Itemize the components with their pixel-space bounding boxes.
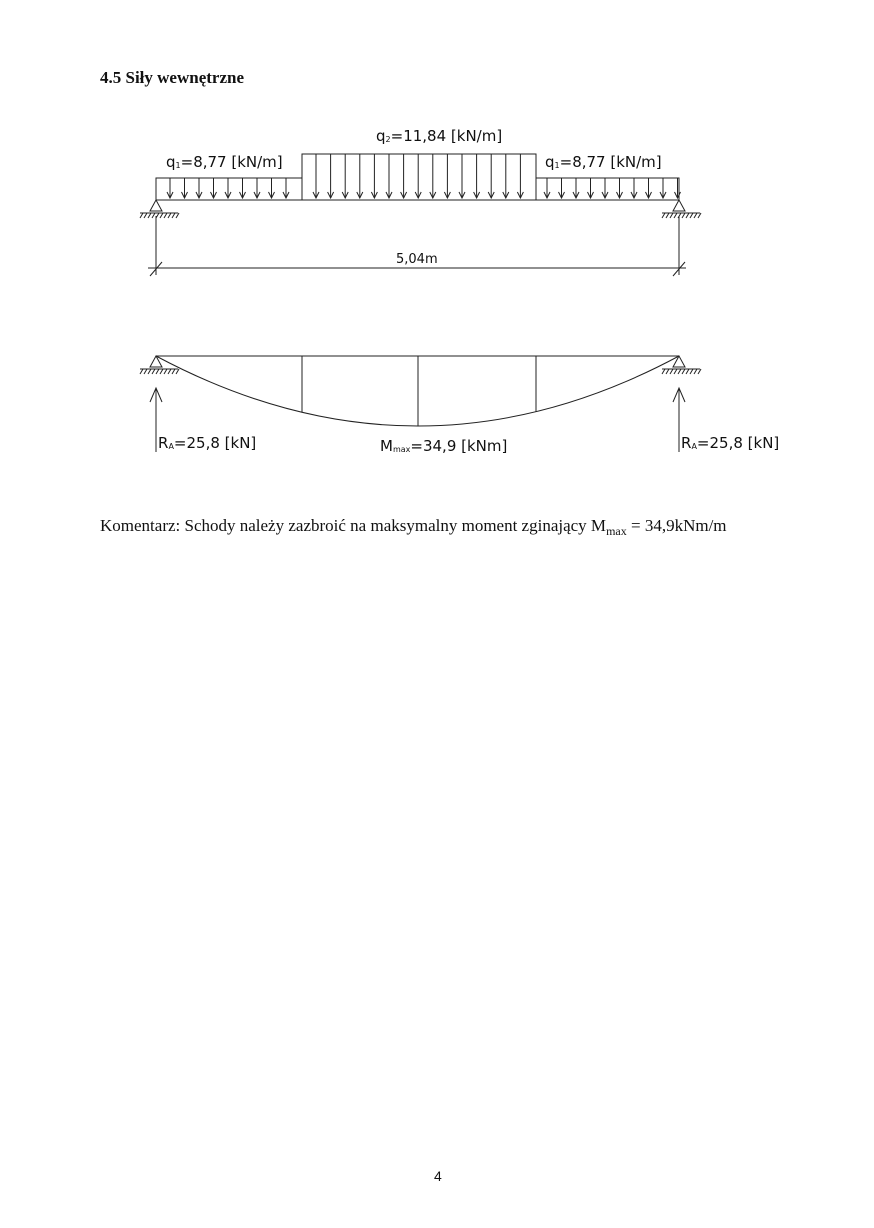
support-hatch (144, 369, 147, 374)
support-hatch (140, 369, 143, 374)
support-hatch (152, 369, 155, 374)
reaction-label-left: RA=25,8 [kN] (158, 434, 257, 452)
support-hatch (666, 369, 669, 374)
span-label: 5,04m (396, 252, 438, 267)
support-hatch (152, 213, 155, 218)
support-hatch (690, 369, 693, 374)
support-hatch (662, 213, 665, 218)
support-hatch (168, 369, 171, 374)
support-hatch (666, 213, 669, 218)
support-hatch (164, 213, 167, 218)
support-hatch (674, 213, 677, 218)
support-hatch (682, 213, 685, 218)
support-hatch (176, 213, 179, 218)
support-hatch (148, 213, 151, 218)
support-hatch (172, 369, 175, 374)
load-label-q1-left: q1=8,77 [kN/m] (166, 153, 283, 171)
support-hatch (670, 369, 673, 374)
load-block-q1-right (536, 178, 679, 200)
support-left-top (140, 200, 179, 218)
page-number: 4 (434, 1168, 442, 1184)
moment-label: Mmax=34,9 [kNm] (380, 437, 508, 455)
support-hatch (698, 213, 701, 218)
support-hatch (176, 369, 179, 374)
dimension-line (148, 216, 686, 276)
moment-diagram (156, 356, 679, 426)
support-hatch (698, 369, 701, 374)
support-hatch (140, 213, 143, 218)
support-hatch (164, 369, 167, 374)
reaction-label-right: RA=25,8 [kN] (681, 434, 780, 452)
beam-diagram (0, 0, 874, 480)
support-right-bottom (662, 356, 701, 374)
support-hatch (686, 369, 689, 374)
support-hatch (160, 369, 163, 374)
support-hatch (694, 369, 697, 374)
support-hatch (678, 369, 681, 374)
support-right-top (662, 200, 701, 218)
support-hatch (156, 369, 159, 374)
support-hatch (172, 213, 175, 218)
support-hatch (670, 213, 673, 218)
comment-text: Komentarz: Schody należy zazbroić na maksymalny moment zginający $M_{max} = 34,9kNm/m$ (100, 516, 727, 538)
load-label-q1-right: q1=8,77 [kN/m] (545, 153, 662, 171)
support-hatch (168, 213, 171, 218)
support-hatch (148, 369, 151, 374)
support-hatch (144, 213, 147, 218)
support-hatch (694, 213, 697, 218)
support-hatch (160, 213, 163, 218)
support-hatch (682, 369, 685, 374)
support-hatch (662, 369, 665, 374)
section-heading: 4.5 Siły wewnętrzne (100, 68, 245, 87)
support-hatch (690, 213, 693, 218)
support-hatch (686, 213, 689, 218)
load-block-q2 (302, 154, 536, 200)
load-label-q2: q2=11,84 [kN/m] (376, 127, 503, 145)
support-hatch (674, 369, 677, 374)
